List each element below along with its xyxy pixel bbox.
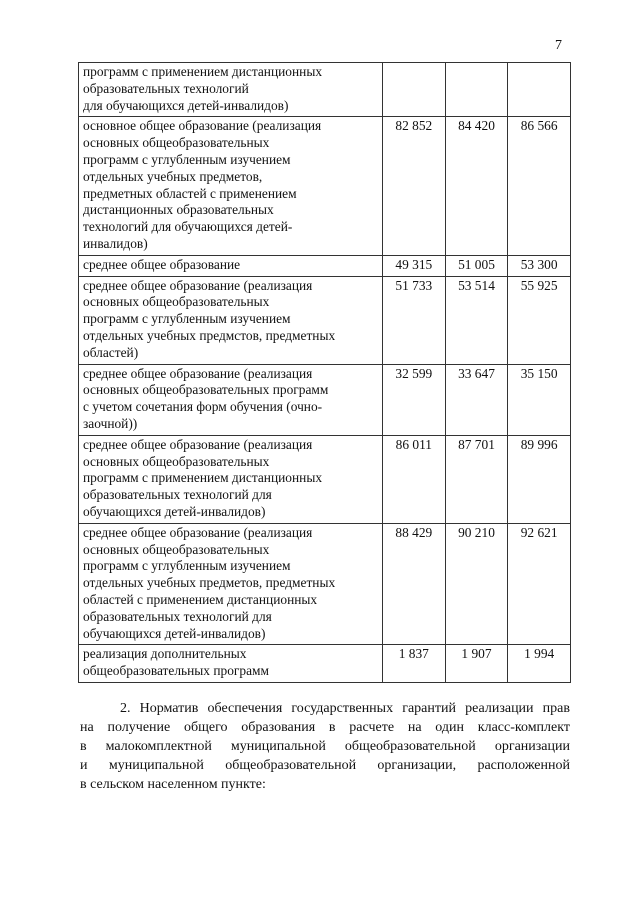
education-level-line: среднее общее образование [83,256,241,272]
norm-value-year-3: 92 621 [508,523,571,645]
education-level-line: заочной)) [83,415,138,431]
education-level-line: общеобразовательных программ [83,663,269,679]
norm-value-year-3: 86 566 [508,117,571,255]
norm-value-year-3: 35 150 [508,364,571,435]
education-level-line: основных общеобразовательных [83,135,270,151]
paragraph-line: и муниципальной общеобразовательной организации, расположенной [80,758,570,773]
norm-value-year-3: 55 925 [508,276,571,364]
education-level-cell [79,523,383,645]
education-level-line: областей с применением дистанционных [83,591,318,607]
norm-value-year-3: 53 300 [508,255,571,276]
education-level-line: программ с применением дистанционных [83,64,323,79]
table-row [79,645,571,683]
norm-value-year-2: 84 420 [445,117,508,255]
education-level-line: образовательных технологий [83,80,249,96]
table-row [79,364,571,435]
table-row [79,435,571,523]
table-row [79,63,571,117]
education-level-line: областей) [83,344,139,360]
education-level-line: технологий для обучающихся детей- [83,219,293,235]
norm-value-year-1: 32 599 [383,364,446,435]
education-level-cell [79,435,383,523]
norm-value-year-2: 1 907 [445,645,508,683]
norm-value-year-1: 1 837 [383,645,446,683]
norm-value-year-3: 1 994 [508,645,571,683]
norm-value-year-3 [508,63,571,117]
education-level-line: основных общеобразовательных [83,294,270,310]
norm-paragraph [80,699,570,794]
education-level-line: предметных областей с применением [83,185,297,201]
norm-value-year-1: 88 429 [383,523,446,645]
paragraph-line: на получение общего образования в расчете на один класс-комплект [80,720,570,735]
table-row [79,523,571,645]
education-level-line: отдельных учебных предмстов, предметных [83,327,336,343]
norm-value-year-1: 51 733 [383,276,446,364]
education-level-line: для обучающихся детей-инвалидов) [83,97,289,113]
norm-value-year-2: 51 005 [445,255,508,276]
norm-value-year-1: 49 315 [383,255,446,276]
education-level-line: среднее общее образование (реализация [83,436,313,452]
norm-value-year-1: 86 011 [383,435,446,523]
table-row [79,276,571,364]
education-level-line: образовательных технологий для [83,487,272,503]
education-level-line: программ с применением дистанционных [83,470,323,486]
education-level-line: основных общеобразовательных программ [83,382,329,398]
paragraph-line: в малокомплектной муниципальной общеобразовательной организации [80,739,570,754]
education-level-line: среднее общее образование (реализация [83,277,313,293]
norm-value-year-2 [445,63,508,117]
education-level-line: отдельных учебных предметов, [83,168,263,184]
education-level-cell [79,276,383,364]
education-level-cell [79,63,383,117]
education-level-line: отдельных учебных предметов, предметных [83,575,336,591]
education-level-line: программ с углубленным изучением [83,558,291,574]
norm-value-year-2: 53 514 [445,276,508,364]
norms-table-body [79,63,571,683]
education-level-cell [79,117,383,255]
paragraph-line: 2. Норматив обеспечения государственных гарантий реализации прав [120,701,570,716]
education-level-line: с учетом сочетания форм обучения (очно- [83,399,323,415]
education-level-cell [79,255,383,276]
table-row [79,117,571,255]
education-level-line: дистанционных образовательных [83,202,274,218]
norm-value-year-2: 90 210 [445,523,508,645]
page-number: 7 [555,38,562,53]
norm-value-year-1: 82 852 [383,117,446,255]
paragraph-line: в сельском населенном пункте: [80,777,266,792]
education-level-line: обучающихся детей-инвалидов) [83,625,266,641]
education-level-line: основное общее образование (реализация [83,118,322,134]
norm-value-year-2: 33 647 [445,364,508,435]
education-level-line: реализация дополнительных [83,646,247,662]
education-level-line: основных общеобразовательных [83,541,270,557]
norm-value-year-3: 89 996 [508,435,571,523]
education-level-line: основных общеобразовательных [83,453,270,469]
education-level-line: программ с углубленным изучением [83,311,291,327]
norms-table [78,62,571,683]
education-level-line: инвалидов) [83,235,148,251]
education-level-cell [79,364,383,435]
education-level-line: программ с углубленным изучением [83,151,291,167]
education-level-line: образовательных технологий для [83,608,272,624]
norm-value-year-1 [383,63,446,117]
table-row [79,255,571,276]
education-level-cell [79,645,383,683]
norm-value-year-2: 87 701 [445,435,508,523]
education-level-line: среднее общее образование (реализация [83,365,313,381]
education-level-line: обучающихся детей-инвалидов) [83,503,266,519]
education-level-line: среднее общее образование (реализация [83,524,313,540]
